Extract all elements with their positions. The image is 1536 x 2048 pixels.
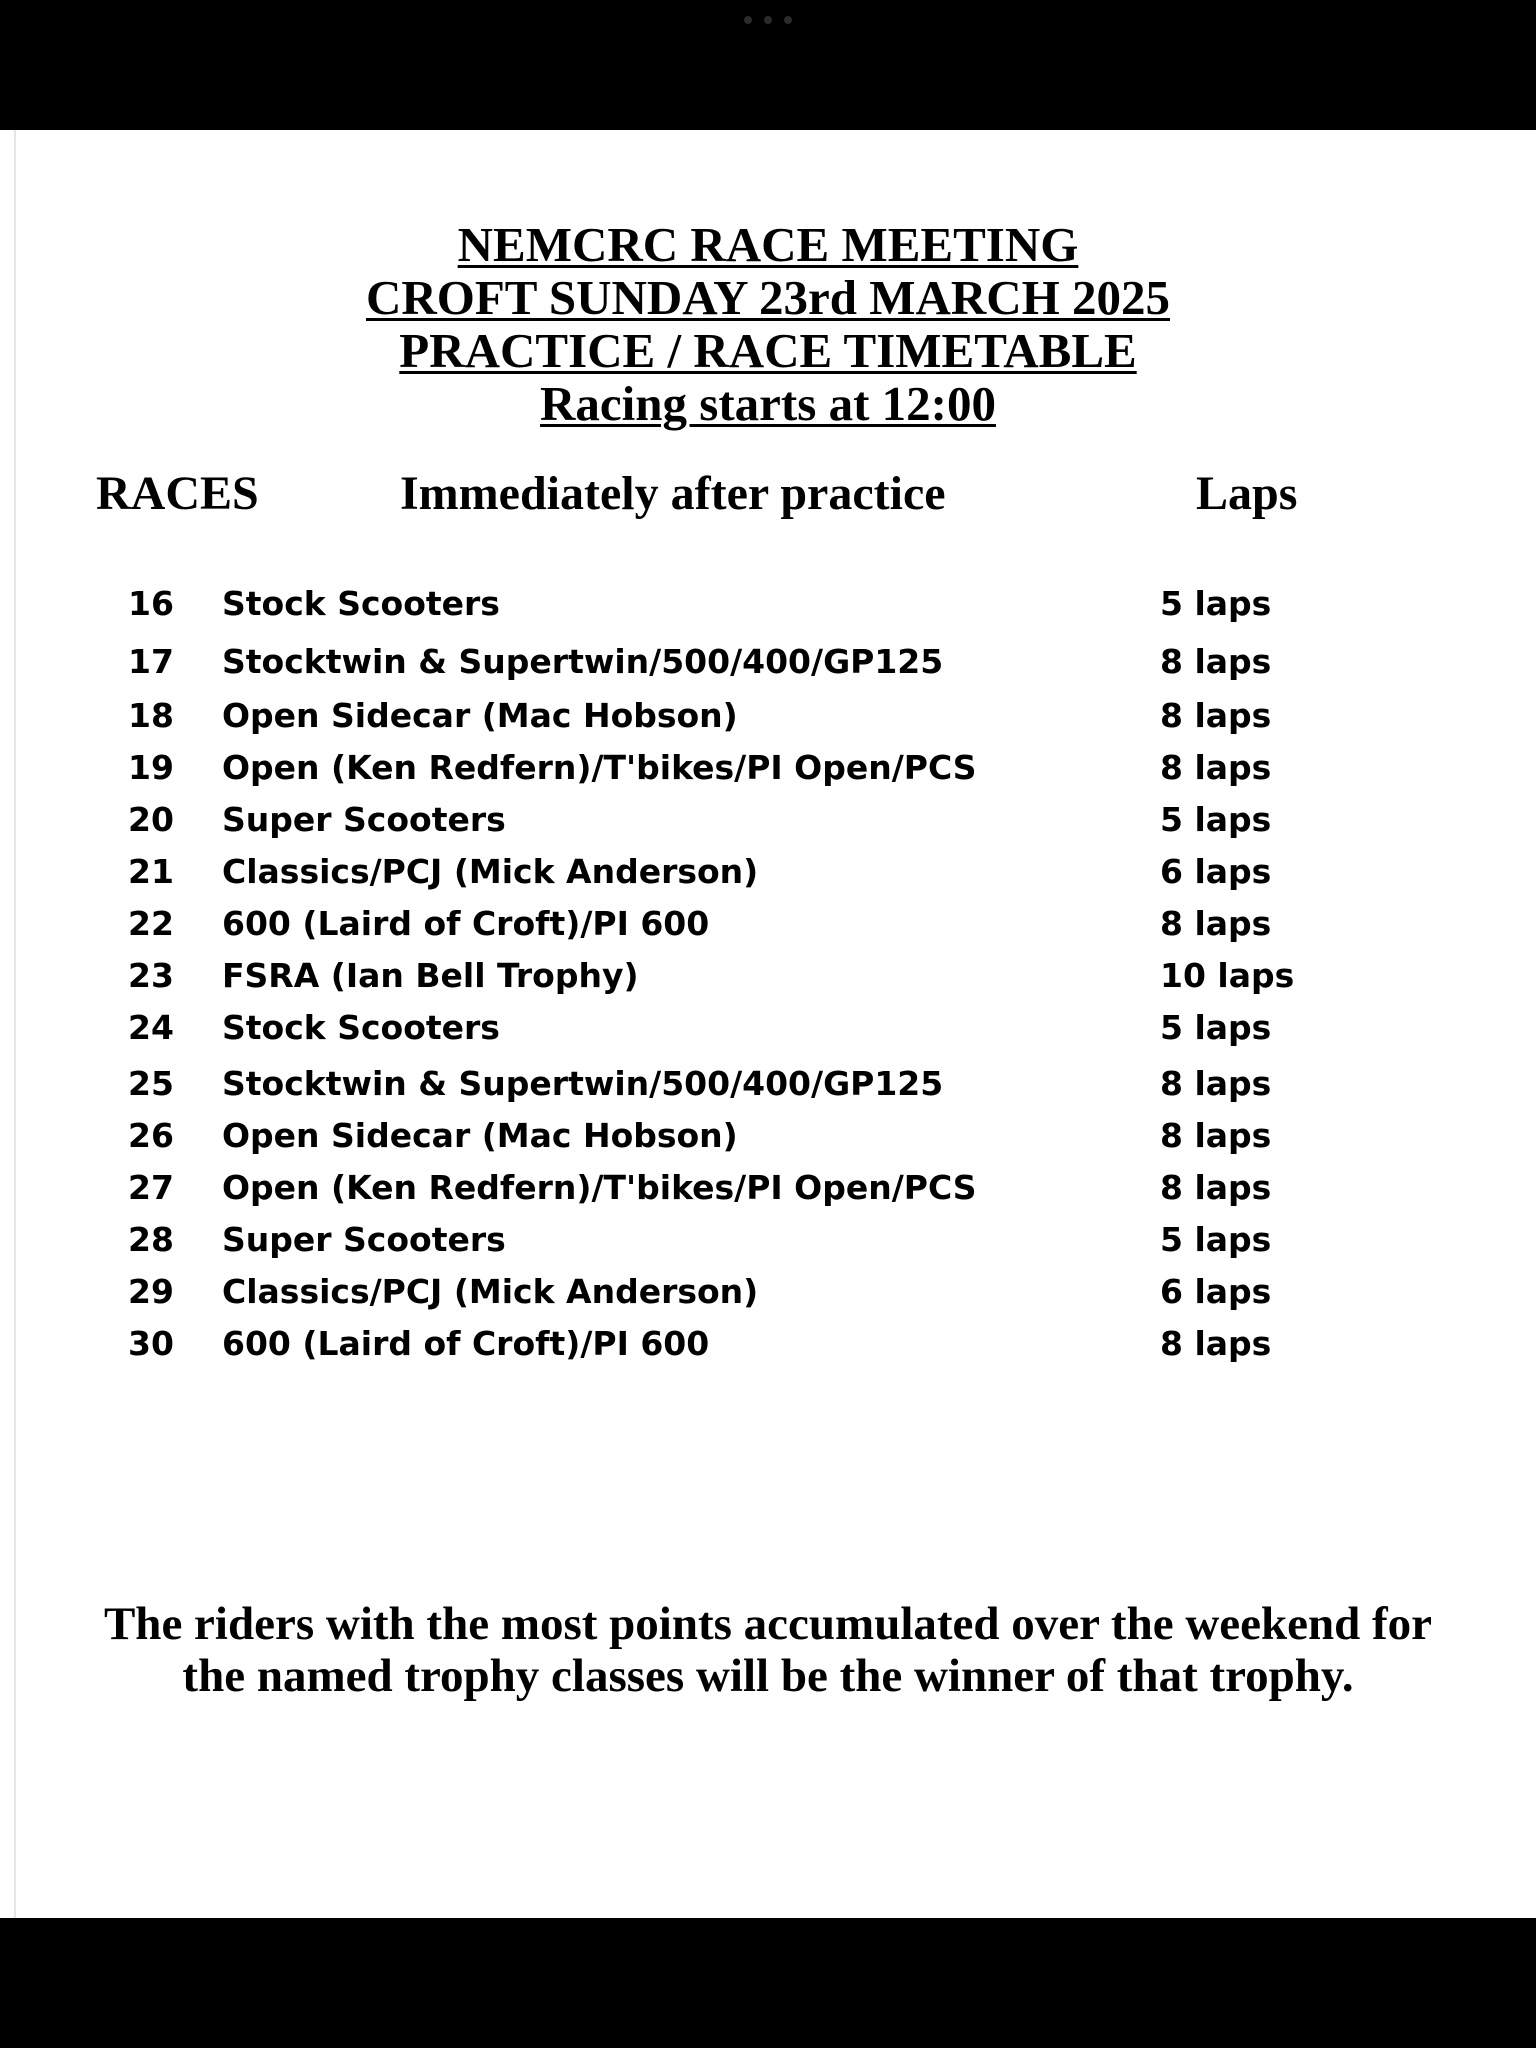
race-row — [0, 1058, 1536, 1110]
race-number: 19 — [128, 748, 174, 787]
race-laps: 8 laps — [1160, 642, 1272, 681]
document-header — [0, 218, 1536, 430]
race-row — [0, 846, 1536, 898]
race-row — [0, 794, 1536, 846]
race-class: Stock Scooters — [222, 1008, 500, 1047]
more-options-icon[interactable] — [744, 16, 792, 24]
race-laps: 10 laps — [1160, 956, 1295, 995]
race-class: Classics/PCJ (Mick Anderson) — [222, 852, 759, 891]
race-row — [0, 1002, 1536, 1054]
race-number: 21 — [128, 852, 174, 891]
meeting-date: CROFT SUNDAY 23rd MARCH 2025 — [365, 270, 1170, 325]
race-number: 23 — [128, 956, 174, 995]
race-row — [0, 742, 1536, 794]
top-bar — [0, 0, 1536, 130]
race-row — [0, 1318, 1536, 1370]
race-number: 27 — [128, 1168, 174, 1207]
race-row — [0, 1162, 1536, 1214]
race-class: FSRA (Ian Bell Trophy) — [222, 956, 639, 995]
race-class: Super Scooters — [222, 800, 506, 839]
race-row — [0, 1214, 1536, 1266]
race-number: 26 — [128, 1116, 174, 1155]
race-row — [0, 690, 1536, 742]
timetable-title: PRACTICE / RACE TIMETABLE — [399, 323, 1137, 378]
race-laps: 5 laps — [1160, 1220, 1272, 1259]
race-laps: 8 laps — [1160, 904, 1272, 943]
races-column-header: RACES — [96, 467, 259, 520]
race-number: 20 — [128, 800, 174, 839]
race-class: Classics/PCJ (Mick Anderson) — [222, 1272, 759, 1311]
race-number: 16 — [128, 584, 174, 623]
race-class: Open Sidecar (Mac Hobson) — [222, 1116, 738, 1155]
race-row — [0, 1266, 1536, 1318]
race-laps: 8 laps — [1160, 1064, 1272, 1103]
race-class: Super Scooters — [222, 1220, 506, 1259]
laps-column-header: Laps — [1196, 467, 1298, 520]
race-number: 30 — [128, 1324, 174, 1363]
race-number: 25 — [128, 1064, 174, 1103]
race-laps: 5 laps — [1160, 800, 1272, 839]
race-laps: 5 laps — [1160, 584, 1272, 623]
race-laps: 8 laps — [1160, 696, 1272, 735]
race-laps: 6 laps — [1160, 852, 1272, 891]
race-row — [0, 1110, 1536, 1162]
race-class: 600 (Laird of Croft)/PI 600 — [222, 904, 710, 943]
race-number: 17 — [128, 642, 174, 681]
race-row — [0, 950, 1536, 1002]
schedule-column-header: Immediately after practice — [400, 467, 946, 520]
race-class: Stocktwin & Supertwin/500/400/GP125 — [222, 1064, 944, 1103]
race-number: 18 — [128, 696, 174, 735]
race-row — [0, 578, 1536, 630]
race-class: 600 (Laird of Croft)/PI 600 — [222, 1324, 710, 1363]
bottom-bar — [0, 1918, 1536, 2048]
race-class: Stocktwin & Supertwin/500/400/GP125 — [222, 642, 944, 681]
trophy-note: The riders with the most points accumulated over the weekend for the named trophy classes will be the winner of that trophy. — [103, 1598, 1433, 1702]
race-class: Open (Ken Redfern)/T'bikes/PI Open/PCS — [222, 748, 977, 787]
race-class: Open (Ken Redfern)/T'bikes/PI Open/PCS — [222, 1168, 977, 1207]
race-laps: 8 laps — [1160, 1168, 1272, 1207]
meeting-title: NEMCRC RACE MEETING — [457, 217, 1079, 272]
race-row — [0, 636, 1536, 688]
race-laps: 8 laps — [1160, 1324, 1272, 1363]
race-number: 28 — [128, 1220, 174, 1259]
race-laps: 6 laps — [1160, 1272, 1272, 1311]
race-number: 24 — [128, 1008, 174, 1047]
race-row — [0, 898, 1536, 950]
race-number: 29 — [128, 1272, 174, 1311]
race-laps: 5 laps — [1160, 1008, 1272, 1047]
start-time: Racing starts at 12:00 — [540, 376, 996, 431]
race-number: 22 — [128, 904, 174, 943]
race-laps: 8 laps — [1160, 1116, 1272, 1155]
race-laps: 8 laps — [1160, 748, 1272, 787]
race-class: Open Sidecar (Mac Hobson) — [222, 696, 738, 735]
race-class: Stock Scooters — [222, 584, 500, 623]
